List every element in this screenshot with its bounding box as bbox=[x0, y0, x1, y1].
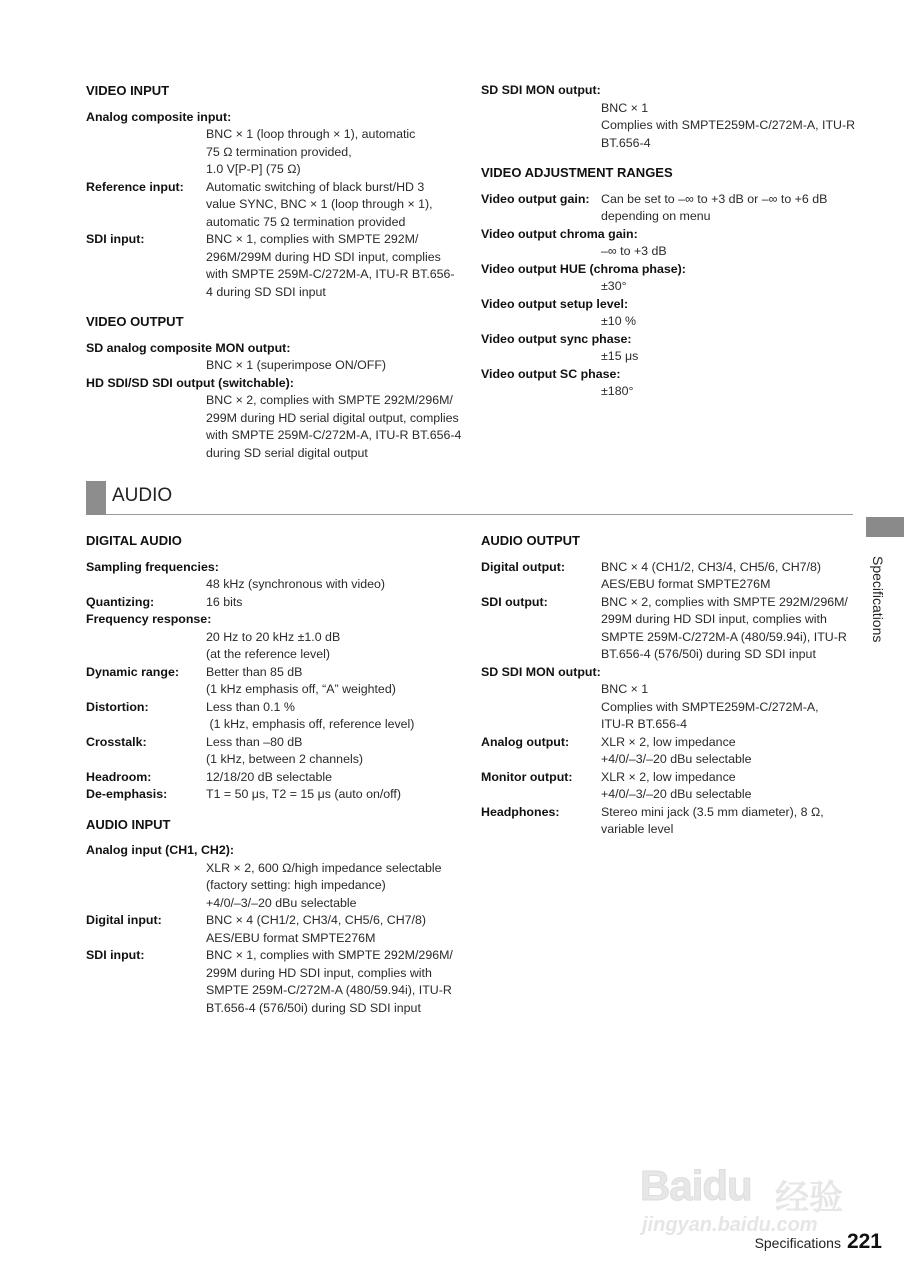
spec-label: Video output chroma gain: bbox=[481, 226, 638, 241]
spec-value: 75 Ω termination provided, bbox=[206, 144, 352, 159]
page-footer bbox=[755, 1230, 882, 1256]
spec-row-video-output-gain bbox=[481, 191, 861, 209]
spec-value: Complies with SMPTE259M-C/272M-A, bbox=[601, 699, 819, 714]
section-title-audio-output: AUDIO OUTPUT bbox=[481, 533, 580, 548]
spec-value: 299M during HD serial digital output, complies bbox=[206, 410, 459, 425]
side-tab-marker bbox=[866, 517, 904, 537]
spec-value: Can be set to –∞ to +3 dB or –∞ to +6 dB bbox=[601, 191, 828, 206]
spec-row-setup-level bbox=[481, 296, 861, 314]
spec-label: Video output setup level: bbox=[481, 296, 629, 311]
spec-value: 12/18/20 dB selectable bbox=[206, 769, 333, 784]
spec-row-sd-sdi-mon-output bbox=[481, 82, 861, 100]
spec-row-sdi-input bbox=[86, 231, 466, 249]
spec-label: Quantizing: bbox=[86, 594, 155, 609]
spec-label: SDI input: bbox=[86, 948, 145, 962]
spec-label: Monitor output: bbox=[481, 769, 573, 784]
spec-value: Complies with SMPTE259M-C/272M-A, ITU-R bbox=[601, 118, 856, 132]
spec-value: (1 kHz emphasis off, “A” weighted) bbox=[206, 682, 396, 696]
spec-value: BNC × 1 bbox=[601, 100, 649, 115]
spec-value: +4/0/–3/–20 dBu selectable bbox=[601, 752, 752, 766]
spec-row-quantizing bbox=[86, 594, 466, 612]
spec-label: HD SDI/SD SDI output (switchable): bbox=[86, 375, 294, 390]
spec-value: Less than –80 dB bbox=[206, 734, 303, 749]
spec-label: SD analog composite MON output: bbox=[86, 340, 291, 355]
section-title-video-output: VIDEO OUTPUT bbox=[86, 314, 184, 329]
spec-row-digital-input bbox=[86, 912, 466, 930]
spec-value: during SD serial digital output bbox=[206, 445, 368, 460]
spec-value: XLR × 2, 600 Ω/high impedance selectable bbox=[206, 860, 442, 875]
spec-value: SMPTE 259M-C/272M-A (480/59.94i), ITU-R bbox=[601, 629, 847, 644]
watermark-cn-text: 经验 bbox=[775, 1179, 843, 1217]
spec-value: (1 kHz, emphasis off, reference level) bbox=[206, 717, 415, 731]
spec-value: AES/EBU format SMPTE276M bbox=[601, 577, 771, 591]
spec-row-sd-analog-mon-output bbox=[86, 340, 466, 358]
section-title-video-input: VIDEO INPUT bbox=[86, 83, 170, 98]
spec-row-sdi-output bbox=[481, 594, 861, 612]
spec-value: 299M during HD SDI input, complies with bbox=[601, 612, 827, 626]
section-divider bbox=[106, 514, 853, 515]
spec-row-hd-sdi-output bbox=[86, 375, 466, 393]
audio-output-column bbox=[481, 532, 861, 839]
spec-label: Sampling frequencies: bbox=[86, 559, 219, 574]
spec-label: Video output sync phase: bbox=[481, 331, 632, 346]
spec-value: BNC × 2, complies with SMPTE 292M/296M/ bbox=[601, 594, 848, 609]
video-input-column bbox=[86, 82, 466, 462]
spec-label: Analog output: bbox=[481, 734, 570, 749]
spec-value: ITU-R BT.656-4 bbox=[601, 717, 688, 731]
spec-value: BNC × 1 (superimpose ON/OFF) bbox=[206, 358, 387, 372]
spec-row-dynamic-range bbox=[86, 664, 466, 682]
spec-label: SDI output: bbox=[481, 594, 548, 609]
footer-section-label: Specifications bbox=[754, 1235, 841, 1251]
spec-value: 299M during HD SDI input, complies with bbox=[206, 965, 432, 980]
spec-value: value SYNC, BNC × 1 (loop through × 1), bbox=[206, 197, 433, 211]
spec-label: Crosstalk: bbox=[86, 734, 147, 749]
spec-value: ±15 μs bbox=[601, 349, 639, 363]
baidu-watermark bbox=[640, 1140, 855, 1240]
spec-value: T1 = 50 μs, T2 = 15 μs (auto on/off) bbox=[206, 787, 401, 801]
spec-value: with SMPTE 259M-C/272M-A, ITU-R BT.656- bbox=[206, 267, 455, 281]
spec-value: BNC × 1 bbox=[601, 682, 649, 696]
spec-label: Digital output: bbox=[481, 559, 565, 574]
spec-label: Video output gain: bbox=[481, 191, 590, 206]
spec-value: with SMPTE 259M-C/272M-A, ITU-R BT.656-4 bbox=[206, 428, 462, 442]
spec-label: Headroom: bbox=[86, 769, 152, 784]
section-title-audio-input: AUDIO INPUT bbox=[86, 816, 171, 832]
spec-value: –∞ to +3 dB bbox=[601, 244, 667, 258]
spec-row-hue bbox=[481, 261, 861, 279]
spec-row-crosstalk bbox=[86, 734, 466, 752]
spec-label: Digital input: bbox=[86, 913, 162, 927]
spec-value: (factory setting: high impedance) bbox=[206, 878, 386, 892]
spec-value: XLR × 2, low impedance bbox=[601, 769, 736, 784]
spec-value: Less than 0.1 % bbox=[206, 699, 295, 714]
spec-value: BT.656-4 bbox=[601, 135, 651, 150]
spec-value: 48 kHz (synchronous with video) bbox=[206, 577, 386, 591]
spec-label: Dynamic range: bbox=[86, 664, 179, 679]
spec-value: +4/0/–3/–20 dBu selectable bbox=[206, 895, 357, 910]
spec-label: SDI input: bbox=[86, 232, 145, 246]
audio-section-title: AUDIO bbox=[112, 485, 173, 506]
spec-label: Video output HUE (chroma phase): bbox=[481, 261, 686, 276]
watermark-logo: Baidu bbox=[640, 1162, 752, 1209]
section-title-sd-sdi-mon: SD SDI MON output: bbox=[481, 83, 601, 97]
spec-value: BNC × 1 (loop through × 1), automatic bbox=[206, 127, 416, 141]
section-title-digital-audio: DIGITAL AUDIO bbox=[86, 533, 182, 548]
spec-value: Better than 85 dB bbox=[206, 664, 303, 679]
spec-label: SD SDI MON output: bbox=[481, 664, 601, 679]
spec-value: BNC × 2, complies with SMPTE 292M/296M/ bbox=[206, 393, 453, 407]
spec-row-digital-output bbox=[481, 559, 861, 577]
spec-value: automatic 75 Ω termination provided bbox=[206, 214, 406, 229]
spec-value: 16 bits bbox=[206, 594, 243, 609]
spec-value: 20 Hz to 20 kHz ±1.0 dB bbox=[206, 629, 341, 644]
spec-row-headroom bbox=[86, 769, 466, 787]
watermark-url: jingyan.baidu.com bbox=[642, 1214, 818, 1236]
spec-value: depending on menu bbox=[601, 209, 711, 223]
spec-value: BNC × 1, complies with SMPTE 292M/296M/ bbox=[206, 948, 453, 962]
spec-row-headphones bbox=[481, 804, 861, 822]
spec-row-sd-sdi-mon-output-audio bbox=[481, 664, 861, 682]
video-adjustment-column bbox=[481, 82, 861, 401]
spec-label: Distortion: bbox=[86, 699, 149, 714]
spec-label: Analog input (CH1, CH2): bbox=[86, 843, 234, 857]
spec-row-analog-output bbox=[481, 734, 861, 752]
spec-value: XLR × 2, low impedance bbox=[601, 734, 736, 749]
spec-label: Video output SC phase: bbox=[481, 366, 621, 381]
section-title-video-adjustment: VIDEO ADJUSTMENT RANGES bbox=[481, 165, 673, 180]
spec-row-de-emphasis bbox=[86, 786, 466, 804]
spec-value: (1 kHz, between 2 channels) bbox=[206, 752, 364, 766]
spec-value: BNC × 4 (CH1/2, CH3/4, CH5/6, CH7/8) bbox=[601, 559, 822, 574]
section-marker-bar bbox=[86, 481, 106, 515]
spec-row-chroma-gain bbox=[481, 226, 861, 244]
spec-value: BNC × 4 (CH1/2, CH3/4, CH5/6, CH7/8) bbox=[206, 913, 427, 927]
spec-value: SMPTE 259M-C/272M-A (480/59.94i), ITU-R bbox=[206, 983, 452, 997]
spec-value: ±180° bbox=[601, 384, 634, 398]
spec-value: +4/0/–3/–20 dBu selectable bbox=[601, 787, 752, 801]
spec-value: ±30° bbox=[601, 279, 627, 293]
spec-row-reference-input bbox=[86, 179, 466, 197]
spec-value: 296M/299M during HD SDI input, complies bbox=[206, 249, 441, 264]
spec-row-sampling bbox=[86, 559, 466, 577]
spec-row-analog-input bbox=[86, 842, 466, 860]
spec-row-distortion bbox=[86, 699, 466, 717]
spec-label: Headphones: bbox=[481, 804, 560, 819]
spec-row-audio-sdi-input bbox=[86, 947, 466, 965]
spec-value: 4 during SD SDI input bbox=[206, 284, 326, 299]
spec-value: 1.0 V[P-P] (75 Ω) bbox=[206, 162, 301, 176]
spec-value: Automatic switching of black burst/HD 3 bbox=[206, 179, 425, 194]
digital-audio-column bbox=[86, 532, 466, 1017]
spec-value: BNC × 1, complies with SMPTE 292M/ bbox=[206, 232, 419, 246]
spec-row-frequency-response bbox=[86, 611, 466, 629]
spec-value: variable level bbox=[601, 822, 674, 836]
spec-value: (at the reference level) bbox=[206, 647, 330, 661]
spec-value: BT.656-4 (576/50i) during SD SDI input bbox=[601, 647, 816, 661]
spec-label: De-emphasis: bbox=[86, 787, 168, 801]
spec-row-analog-composite-input bbox=[86, 109, 466, 127]
spec-label: Frequency response: bbox=[86, 612, 212, 626]
spec-row-monitor-output bbox=[481, 769, 861, 787]
audio-section-header bbox=[86, 481, 853, 515]
page-number: 221 bbox=[846, 1230, 882, 1253]
side-tab-label: Specifications bbox=[870, 556, 886, 643]
spec-row-sc-phase bbox=[481, 366, 861, 384]
spec-row-sync-phase bbox=[481, 331, 861, 349]
spec-label: Analog composite input: bbox=[86, 109, 232, 124]
spec-value: ±10 % bbox=[601, 314, 637, 328]
spec-value: BT.656-4 (576/50i) during SD SDI input bbox=[206, 1000, 421, 1015]
spec-label: Reference input: bbox=[86, 179, 184, 194]
spec-value: AES/EBU format SMPTE276M bbox=[206, 930, 376, 945]
spec-value: Stereo mini jack (3.5 mm diameter), 8 Ω, bbox=[601, 804, 824, 819]
